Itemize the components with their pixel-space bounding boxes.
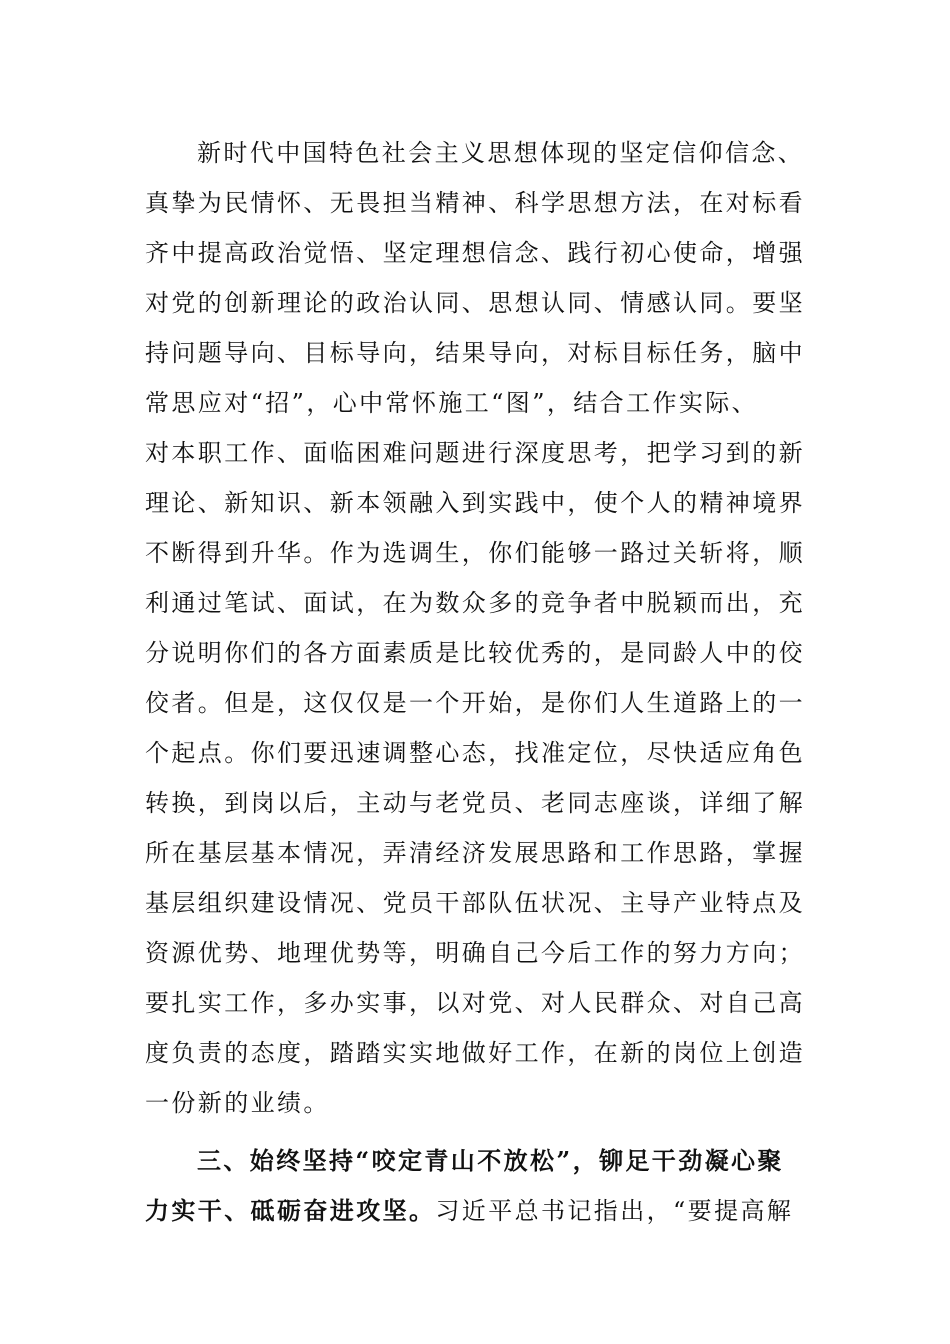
text-line: 个起点。你们要迅速调整心态，找准定位，尽快适应角色 <box>145 739 805 767</box>
text-line: 要扎实工作，多办实事，以对党、对人民群众、对自己高 <box>145 989 805 1017</box>
section-heading-continuation <box>145 1186 794 1236</box>
text-line: 一份新的业绩。 <box>145 1089 330 1117</box>
text-line: 转换，到岗以后，主动与老党员、老同志座谈，详细了解 <box>145 789 805 817</box>
text-line: 不断得到升华。作为选调生，你们能够一路过关斩将，顺 <box>145 539 805 567</box>
text-line: 理论、新知识、新本领融入到实践中，使个人的精神境界 <box>145 489 805 517</box>
text-line: 分说明你们的各方面素质是比较优秀的，是同龄人中的佼 <box>145 639 805 667</box>
text-line: 真挚为民情怀、无畏担当精神、科学思想方法，在对标看 <box>145 189 805 217</box>
text-line: 资源优势、地理优势等，明确自己今后工作的努力方向； <box>145 939 805 967</box>
text-line: 常思应对“招”，心中常怀施工“图”，结合工作实际、 <box>145 389 759 417</box>
text-line: 新时代中国特色社会主义思想体现的坚定信仰信念、 <box>197 139 805 167</box>
document-body <box>145 128 805 1236</box>
text-line: 佼者。但是，这仅仅是一个开始，是你们人生道路上的一 <box>145 689 805 717</box>
section-heading-end: 力实干、砥砺奋进攻坚。 <box>145 1196 436 1225</box>
text-line: 基层组织建设情况、党员干部队伍状况、主导产业特点及 <box>145 889 805 917</box>
text-line: 齐中提高政治觉悟、坚定理想信念、践行初心使命，增强 <box>145 239 805 267</box>
text-line: 度负责的态度，踏踏实实地做好工作，在新的岗位上创造 <box>145 1039 805 1067</box>
text-line: 利通过笔试、面试，在为数众多的竞争者中脱颖而出，充 <box>145 589 805 617</box>
text-line: 所在基层基本情况，弄清经济发展思路和工作思路，掌握 <box>145 839 805 867</box>
text-line-rest: 习近平总书记指出，“要提高解 <box>435 1197 794 1225</box>
text-line: 对党的创新理论的政治认同、思想认同、情感认同。要坚 <box>145 289 805 317</box>
section-heading: 三、始终坚持“咬定青山不放松”，铆足干劲凝心聚 <box>197 1146 784 1175</box>
text-line: 对本职工作、面临困难问题进行深度思考，把学习到的新 <box>145 439 805 467</box>
text-line: 持问题导向、目标导向，结果导向，对标目标任务，脑中 <box>145 339 805 367</box>
